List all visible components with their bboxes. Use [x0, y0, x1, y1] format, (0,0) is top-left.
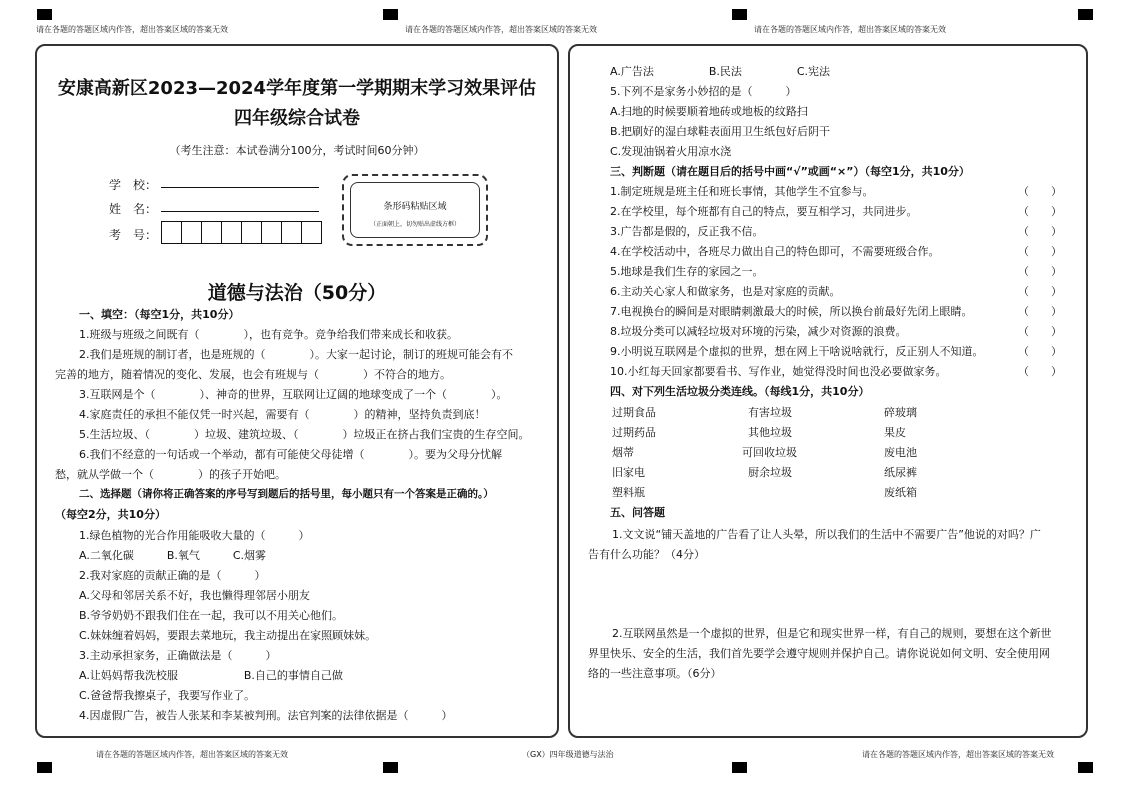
sort-item: 纸尿裤 — [884, 466, 917, 479]
judge-answer-blank[interactable]: （ ） — [1018, 245, 1062, 258]
footer-subject-code: （GX）四年级道德与法治 — [522, 750, 614, 759]
option-line: A.广告法 B.民法 C.宪法 — [610, 65, 831, 78]
registration-mark — [732, 9, 747, 20]
left-panel — [35, 44, 559, 738]
judge-item: 7.电视换台的瞬间是对眼睛刺激最大的时候，所以换台前最好先闭上眼睛。 — [610, 305, 973, 318]
section-heading: 五、问答题 — [610, 506, 665, 519]
answer-area-notice: 请在各题的答题区域内作答，超出答案区域的答案无效 — [36, 25, 228, 34]
question-line: 络的一些注意事项。（6分） — [588, 667, 722, 680]
question-line: 3.主动承担家务，正确做法是（ ） — [79, 649, 277, 662]
question-line: 1.绿色植物的光合作用能吸收大量的（ ） — [79, 529, 310, 542]
sort-category: 厨余垃圾 — [748, 466, 792, 479]
judge-answer-blank[interactable]: （ ） — [1018, 205, 1062, 218]
exam-number-boxes[interactable] — [161, 221, 321, 244]
judge-answer-blank[interactable]: （ ） — [1018, 325, 1062, 338]
registration-mark — [1078, 762, 1093, 773]
name-field[interactable] — [161, 211, 319, 212]
judge-item: 10.小红每天回家都要看书、写作业，她觉得没时间也没必要做家务。 — [610, 365, 947, 378]
judge-answer-blank[interactable]: （ ） — [1018, 185, 1062, 198]
barcode-hint: （正面朝上，切勿贴出虚线方框） — [369, 221, 460, 228]
sort-item: 果皮 — [884, 426, 906, 439]
judge-answer-blank[interactable]: （ ） — [1018, 265, 1062, 278]
question-line: 愁，就从学做一个（ ）的孩子开始吧。 — [55, 468, 286, 481]
school-label: 学 校： — [109, 178, 158, 192]
sort-item: 废电池 — [884, 446, 917, 459]
question-line: 完善的地方，随着情况的变化、发展，也会有班规与（ ）不符合的地方。 — [55, 368, 451, 381]
sort-category: 其他垃圾 — [748, 426, 792, 439]
sort-item: 废纸箱 — [884, 486, 917, 499]
question-line: 3.互联网是个（ ）、神奇的世界，互联网让辽阔的地球变成了一个（ ）。 — [79, 388, 508, 401]
answer-area-notice: 请在各题的答题区域内作答，超出答案区域的答案无效 — [862, 750, 1054, 759]
sort-item: 过期药品 — [612, 426, 656, 439]
question-line: 1.班级与班级之间既有（ ），也有竞争。竞争给我们带来成长和收获。 — [79, 328, 458, 341]
barcode-area — [342, 174, 488, 246]
sort-category: 可回收垃圾 — [742, 446, 797, 459]
question-line: 界里快乐、安全的生活，我们首先要学会遵守规则并保护自己。请你说说如何文明、安全使用网 — [588, 647, 1050, 660]
judge-item: 4.在学校活动中，各班尽力做出自己的特色即可，不需要班级合作。 — [610, 245, 940, 258]
sort-item: 碎玻璃 — [884, 406, 917, 419]
sort-category: 有害垃圾 — [748, 406, 792, 419]
judge-item: 3.广告都是假的，反正我不信。 — [610, 225, 764, 238]
registration-mark — [37, 9, 52, 20]
name-label: 姓 名： — [109, 202, 158, 216]
question-line: 6.我们不经意的一句话或一个举动，都有可能使父母徒增（ ）。要为父母分忧解 — [79, 448, 502, 461]
judge-answer-blank[interactable]: （ ） — [1018, 305, 1062, 318]
option-line: B.爷爷奶奶不跟我们住在一起，我可以不用关心他们。 — [79, 609, 344, 622]
section-heading: 四、对下列生活垃圾分类连线。（每线1分，共10分） — [610, 385, 870, 398]
registration-mark — [1078, 9, 1093, 20]
judge-item: 6.主动关心家人和做家务，也是对家庭的贡献。 — [610, 285, 841, 298]
question-line: 2.我对家庭的贡献正确的是（ ） — [79, 569, 266, 582]
registration-mark — [383, 9, 398, 20]
option-line: A.父母和邻居关系不好，我也懒得理邻居小朋友 — [79, 589, 310, 602]
judge-item: 2.在学校里，每个班都有自己的特点，要互相学习，共同进步。 — [610, 205, 918, 218]
option-line: A.二氧化碳 B.氧气 C.烟雾 — [79, 549, 267, 562]
answer-space[interactable] — [588, 686, 1068, 730]
option-line: A.让妈妈帮我洗校服 B.自己的事情自己做 — [79, 669, 343, 682]
answer-area-notice: 请在各题的答题区域内作答，超出答案区域的答案无效 — [405, 25, 597, 34]
answer-area-notice: 请在各题的答题区域内作答，超出答案区域的答案无效 — [96, 750, 288, 759]
question-line: 4.家庭责任的承担不能仅凭一时兴起，需要有（ ）的精神，坚持负责到底！ — [79, 408, 486, 421]
sort-item: 过期食品 — [612, 406, 656, 419]
judge-answer-blank[interactable]: （ ） — [1018, 365, 1062, 378]
exam-subtitle: 四年级综合试卷 — [234, 108, 360, 129]
sort-item: 塑料瓶 — [612, 486, 645, 499]
exam-note: （考生注意：本试卷满分100分，考试时间60分钟） — [169, 144, 425, 157]
section-heading-score: （每空2分，共10分） — [55, 508, 166, 521]
registration-mark — [383, 762, 398, 773]
judge-item: 9.小明说互联网是个虚拟的世界，想在网上干啥说啥就行，反正别人不知道。 — [610, 345, 984, 358]
judge-answer-blank[interactable]: （ ） — [1018, 285, 1062, 298]
barcode-title: 条形码粘贴区域 — [383, 202, 447, 212]
number-label: 考 号： — [109, 228, 158, 242]
answer-area-notice: 请在各题的答题区域内作答，超出答案区域的答案无效 — [754, 25, 946, 34]
question-line: 4.因虚假广告，被告人张某和李某被判刑。法官判案的法律依据是（ ） — [79, 709, 453, 722]
right-panel — [568, 44, 1088, 738]
registration-mark — [37, 762, 52, 773]
section-heading: 三、判断题（请在题目后的括号中画“√”或画“×”）（每空1分，共10分） — [610, 165, 970, 178]
question-line: 5.下列不是家务小妙招的是（ ） — [610, 85, 797, 98]
subject-title: 道德与法治（50分） — [207, 282, 387, 304]
option-line: C.妹妹缠着妈妈，要跟去菜地玩，我主动提出在家照顾妹妹。 — [79, 629, 377, 642]
school-field[interactable] — [161, 187, 319, 188]
judge-item: 1.制定班规是班主任和班长事情，其他学生不宜参与。 — [610, 185, 874, 198]
question-line: 2.我们是班规的制订者，也是班规的（ ）。大家一起讨论，制订的班规可能会有不 — [79, 348, 513, 361]
option-line: B.把刷好的湿白球鞋表面用卫生纸包好后阴干 — [610, 125, 831, 138]
judge-answer-blank[interactable]: （ ） — [1018, 225, 1062, 238]
question-line: 1.文文说“铺天盖地的广告看了让人头晕，所以我们的生活中不需要广告”他说的对吗？广 — [612, 528, 1041, 541]
sort-item: 烟蒂 — [612, 446, 634, 459]
judge-answer-blank[interactable]: （ ） — [1018, 345, 1062, 358]
option-line: A.扫地的时候要顺着地砖或地板的纹路扫 — [610, 105, 808, 118]
section-heading: 一、填空：（每空1分，共10分） — [79, 308, 240, 321]
judge-item: 5.地球是我们生存的家园之一。 — [610, 265, 764, 278]
question-line: 告有什么功能？（4分） — [588, 548, 705, 561]
judge-item: 8.垃圾分类可以减轻垃圾对环境的污染，减少对资源的浪费。 — [610, 325, 907, 338]
question-line: 5.生活垃圾、（ ）垃圾、建筑垃圾、（ ）垃圾正在挤占我们宝贵的生存空间。 — [79, 428, 530, 441]
option-line: C.发现油锅着火用凉水浇 — [610, 145, 732, 158]
exam-title: 安康高新区2023—2024学年度第一学期期末学习效果评估 — [57, 78, 537, 99]
answer-space[interactable] — [588, 566, 1068, 622]
section-heading: 二、选择题（请你将正确答案的序号写到题后的括号里，每小题只有一个答案是正确的。） — [79, 488, 494, 500]
option-line: C.爸爸帮我擦桌子，我要写作业了。 — [79, 689, 256, 702]
registration-mark — [732, 762, 747, 773]
question-line: 2.互联网虽然是一个虚拟的世界，但是它和现实世界一样，有自己的规则，要想在这个新世 — [612, 627, 1052, 640]
sort-item: 旧家电 — [612, 466, 645, 479]
